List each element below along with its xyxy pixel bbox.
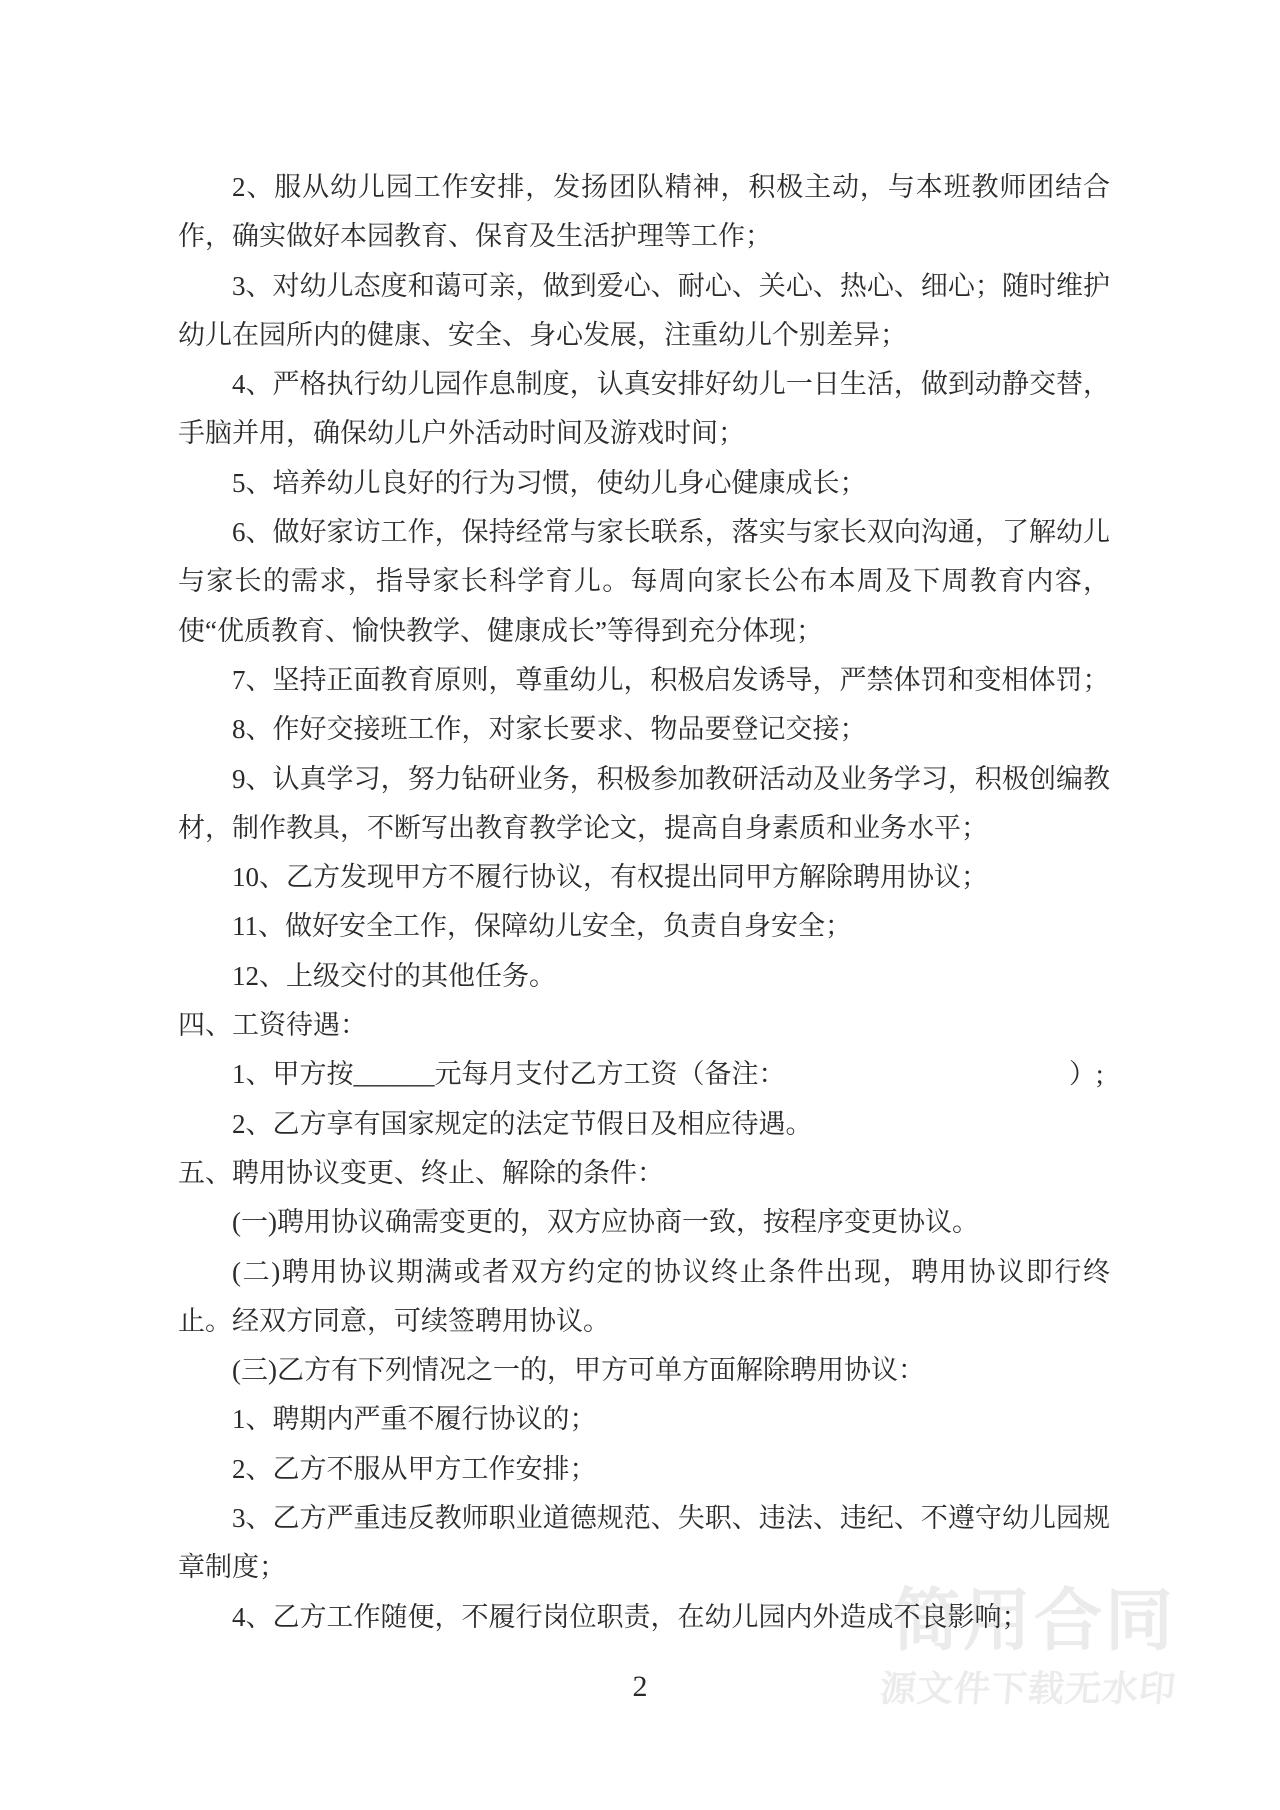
- paragraph: 五、聘用协议变更、终止、解除的条件：: [178, 1157, 664, 1188]
- paragraph: 四、工资待遇：: [178, 1010, 367, 1041]
- paragraph: 10、乙方发现甲方不履行协议，有权提出同甲方解除聘用协议；: [232, 862, 988, 893]
- page-number: 2: [632, 1670, 648, 1703]
- page-footer: [0, 1670, 1280, 1704]
- paragraph: 2、乙方不服从甲方工作安排；: [232, 1453, 597, 1484]
- paragraph: 1、甲方按______元每月支付乙方工资（备注： ）;: [232, 1059, 1104, 1090]
- paragraph: 12、上级交付的其他任务。: [232, 960, 556, 991]
- paragraph: (二)聘用协议期满或者双方约定的协议终止条件出现，聘用协议即行终止。经双方同意，可续签聘用协议。: [178, 1256, 1110, 1336]
- paragraph: 2、乙方享有国家规定的法定节假日及相应待遇。: [232, 1108, 813, 1139]
- paragraph: 9、认真学习，努力钻研业务，积极参加教研活动及业务学习，积极创编教材，制作教具，不断写出教育教学论文，提高自身素质和业务水平；: [178, 763, 1110, 843]
- watermark-subtitle-text: 源文件下载无水印: [878, 1668, 1178, 1709]
- paragraph: 4、严格执行幼儿园作息制度，认真安排好幼儿一日生活，做到动静交替，手脑并用，确保幼儿户外活动时间及游戏时间；: [178, 369, 1110, 449]
- paragraph: (一)聘用协议确需变更的，双方应协商一致，按程序变更协议。: [232, 1207, 979, 1238]
- paragraph: (三)乙方有下列情况之一的，甲方可单方面解除聘用协议：: [232, 1355, 925, 1386]
- watermark-brand-text: 简用合同: [891, 1583, 1176, 1659]
- paragraph: 2、服从幼儿园工作安排，发扬团队精神，积极主动，与本班教师团结合作，确实做好本园教育、保育及生活护理等工作；: [178, 172, 1110, 252]
- paragraph: 7、坚持正面教育原则，尊重幼儿，积极启发诱导，严禁体罚和变相体罚；: [232, 664, 1110, 695]
- paragraph: 8、作好交接班工作，对家长要求、物品要登记交接；: [232, 714, 867, 745]
- paragraph: 11、做好安全工作，保障幼儿安全，负责自身安全；: [232, 911, 852, 942]
- paragraph: 1、聘期内严重不履行协议的；: [232, 1404, 597, 1435]
- paragraph: 4、乙方工作随便，不履行岗位职责，在幼儿园内外造成不良影响；: [232, 1601, 1029, 1632]
- paragraph: 5、培养幼儿良好的行为习惯，使幼儿身心健康成长；: [232, 467, 867, 498]
- paragraph: 6、做好家访工作，保持经常与家长联系，落实与家长双向沟通，了解幼儿与家长的需求，指导家长科学育儿。每周向家长公布本周及下周教育内容，使“优质教育、愉快教学、健康成长”等得到充分体现；: [178, 517, 1110, 646]
- paragraph: 3、对幼儿态度和蔼可亲，做到爱心、耐心、关心、热心、细心；随时维护幼儿在园所内的健康、安全、身心发展，注重幼儿个别差异；: [178, 270, 1110, 350]
- paragraph: 3、乙方严重违反教师职业道德规范、失职、违法、违纪、不遵守幼儿园规章制度；: [178, 1503, 1110, 1583]
